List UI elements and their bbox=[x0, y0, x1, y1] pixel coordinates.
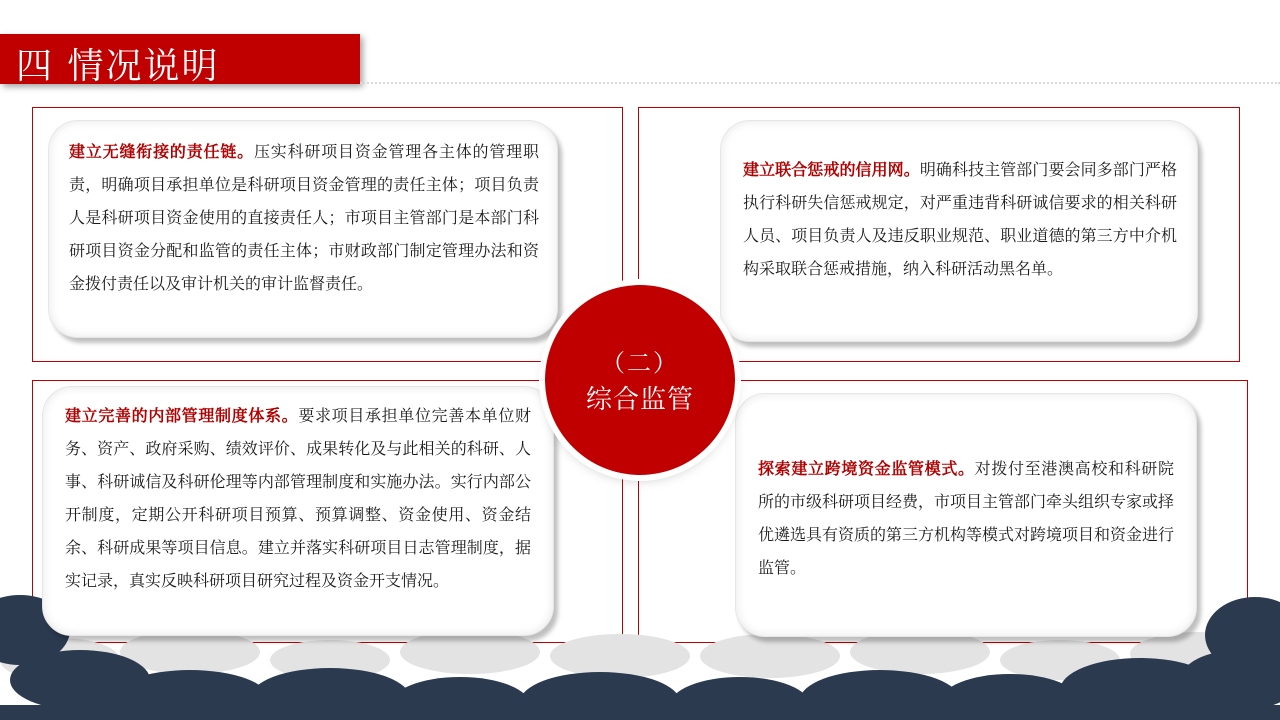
card-text bbox=[758, 452, 1174, 584]
title-divider bbox=[360, 82, 1280, 84]
card-lead: 建立完善的内部管理制度体系。 bbox=[65, 406, 299, 425]
card-lead: 建立联合惩戒的信用网。 bbox=[743, 160, 920, 179]
card-body: 对拨付至港澳高校和科研院所的市级科研项目经费，市项目主管部门牵头组织专家或择优遴选具有资质的第三方机构等模式对跨境项目和资金进行监管。 bbox=[758, 459, 1175, 577]
card-body: 明确科技主管部门要会同多部门严格执行科研失信惩戒规定，对严重违背科研诚信要求的相关科研人员、项目负责人及违反职业规范、职业道德的第三方中介机构采取联合惩戒措施，纳入科研活动黑名单。 bbox=[743, 160, 1177, 278]
card-lead: 建立无缝衔接的责任链。 bbox=[69, 142, 254, 161]
card-internal-management bbox=[42, 386, 554, 636]
card-text bbox=[69, 135, 539, 300]
card-text bbox=[743, 153, 1177, 285]
card-body: 压实科研项目资金管理各主体的管理职责，明确项目承担单位是科研项目资金管理的责任主体；项目负责人是科研项目资金使用的直接责任人；市项目主管部门是本部门科研项目资金分配和监管的责任主体；市财政部门制定管理办法和资金拨付责任以及审计机关的审计监督责任。 bbox=[69, 142, 539, 293]
card-lead: 探索建立跨境资金监管模式。 bbox=[758, 459, 975, 478]
center-title: 综合监管 bbox=[585, 385, 694, 415]
card-credit-network bbox=[720, 120, 1198, 342]
center-number: （二） bbox=[601, 349, 679, 377]
card-body: 要求项目承担单位完善本单位财务、资产、政府采购、绩效评价、成果转化及与此相关的科研、人事、科研诚信及科研伦理等内部管理制度和实施办法。实行内部公开制度，定期公开科研项目预算、预算调整、资金使用、资金结余、科研成果等项目信息。建立并落实科研项目日志管理制度，据实记录，真实反映科研项目研究过程及资金开支情况。 bbox=[65, 406, 531, 590]
card-responsibility-chain bbox=[48, 120, 558, 338]
section-title-bar bbox=[0, 34, 360, 87]
center-circle bbox=[545, 285, 735, 475]
card-text bbox=[65, 399, 531, 597]
card-cross-border-funds bbox=[735, 393, 1197, 637]
section-title: 四 情况说明 bbox=[16, 46, 220, 87]
